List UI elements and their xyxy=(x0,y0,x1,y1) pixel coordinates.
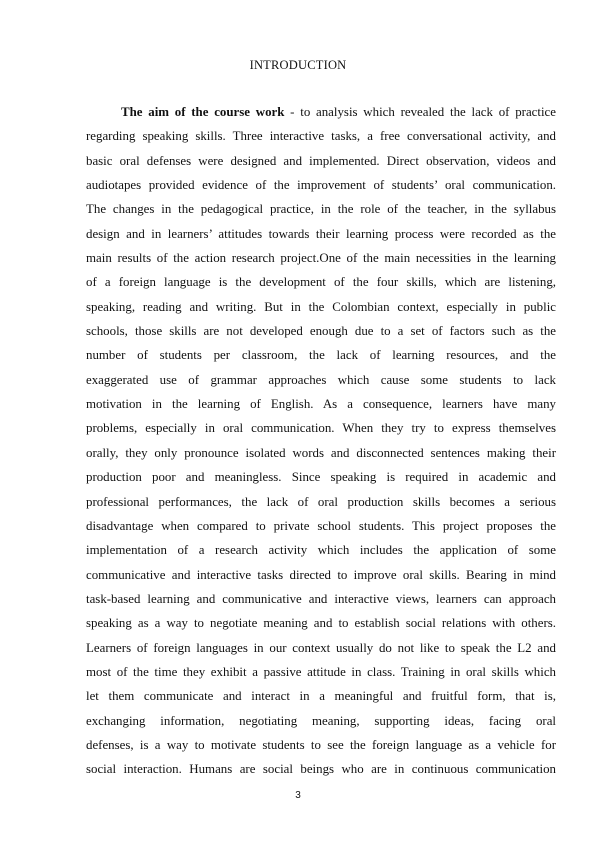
paragraph-line: orally, they only pronounce isolated words and disconnected sentences making their xyxy=(86,445,556,460)
paragraph-line: let them communicate and interact in a meaningful and fruitful form, that is, xyxy=(86,689,556,704)
paragraph-line: disadvantage when compared to private school students. This project proposes the xyxy=(86,518,556,533)
paragraph-line: communicative and interactive tasks directed to improve oral skills. Bearing in mind xyxy=(86,567,556,582)
paragraph-line: defenses, is a way to motivate students to see the foreign language as a vehicle for xyxy=(86,737,556,752)
paragraph-line: speaking as a way to negotiate meaning and to establish social relations with others. xyxy=(86,616,556,631)
paragraph-line: social interaction. Humans are social beings who are in continuous communication xyxy=(86,762,556,777)
paragraph-line: problems, especially in oral communication. When they try to express themselves xyxy=(86,421,556,436)
paragraph-line: regarding speaking skills. Three interactive tasks, a free conversational activity, and xyxy=(86,129,556,144)
paragraph-line: of a foreign language is the development of the four skills, which are listening, xyxy=(86,275,556,290)
paragraph-line: professional performances, the lack of oral production skills becomes a serious xyxy=(86,494,556,509)
paragraph-line: task-based learning and communicative and interactive views, learners can approach xyxy=(86,591,556,606)
paragraph-line: production poor and meaningless. Since speaking is required in academic and xyxy=(86,470,556,485)
page-heading: INTRODUCTION xyxy=(249,58,347,72)
paragraph-line: exchanging information, negotiating meaning, supporting ideas, facing oral xyxy=(86,713,556,728)
paragraph-line: motivation in the learning of English. As a consequence, learners have many xyxy=(86,397,556,412)
aim-label: The aim of the course work xyxy=(121,105,285,119)
paragraph-line: Learners of foreign languages in our context usually do not like to speak the L2 and xyxy=(86,640,556,655)
page-number: 3 xyxy=(295,790,301,801)
paragraph-line: schools, those skills are not developed enough due to a set of factors such as the xyxy=(86,324,556,339)
paragraph-line: The changes in the pedagogical practice, in the role of the teacher, in the syllabus xyxy=(86,202,556,217)
paragraph-line-text: - to analysis which revealed the lack of practice xyxy=(284,105,557,119)
body-paragraph xyxy=(86,100,556,782)
paragraph-line: main results of the action research project.One of the main necessities in the learning xyxy=(86,251,556,266)
paragraph-line: audiotapes provided evidence of the improvement of students’ oral communication. xyxy=(86,178,556,193)
paragraph-line: implementation of a research activity which includes the application of some xyxy=(86,543,556,558)
paragraph-line: number of students per classroom, the lack of learning resources, and the xyxy=(86,348,556,363)
paragraph-line: exaggerated use of grammar approaches which cause some students to lack xyxy=(86,372,556,387)
paragraph-line: basic oral defenses were designed and implemented. Direct observation, videos and xyxy=(86,153,556,168)
paragraph-line xyxy=(86,100,556,124)
paragraph-line: speaking, reading and writing. But in the Colombian context, especially in public xyxy=(86,299,556,314)
paragraph-line: design and in learners’ attitudes towards their learning process were recorded as the xyxy=(86,226,556,241)
paragraph-line: most of the time they exhibit a passive attitude in class. Training in oral skills which xyxy=(86,664,556,679)
